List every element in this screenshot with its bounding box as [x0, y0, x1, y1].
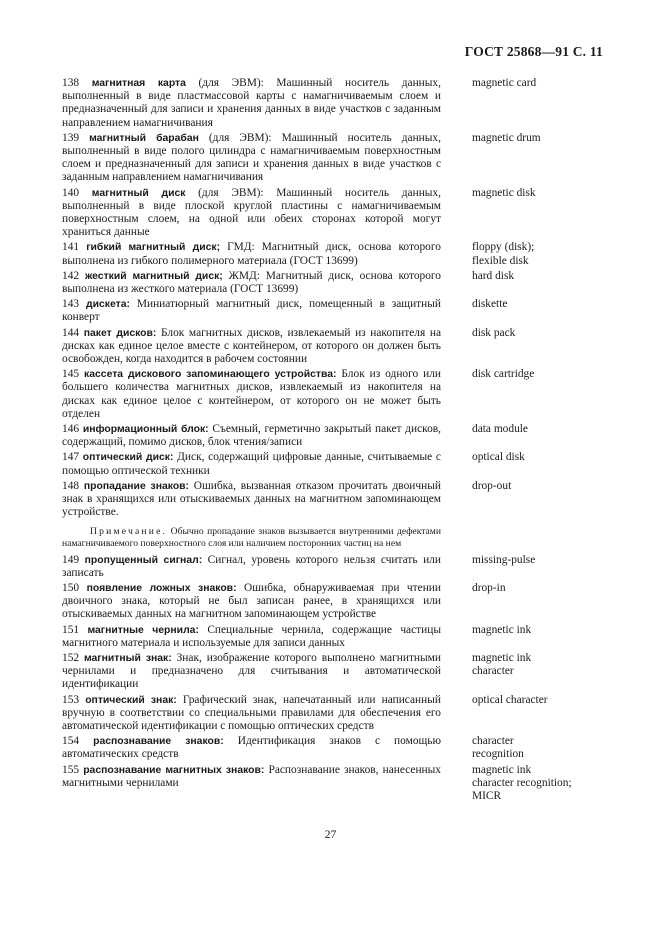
- term-name: пакет дисков:: [83, 327, 157, 339]
- term-name: магнитный диск: [91, 187, 186, 199]
- english-term-line: optical character: [472, 693, 548, 706]
- term-number: 151: [62, 623, 80, 636]
- term-english-equivalent: [472, 423, 607, 436]
- term-number: 144: [62, 326, 80, 339]
- term-english-equivalent: [472, 327, 607, 340]
- term-name: магнитный барабан: [89, 132, 199, 144]
- term-name: оптический знак:: [85, 694, 177, 706]
- term-definition-ru: [62, 624, 441, 650]
- term-entry: [62, 298, 607, 324]
- english-term-line: character: [472, 665, 514, 678]
- term-english-equivalent: [472, 77, 607, 90]
- english-term-line: disk cartridge: [472, 368, 535, 381]
- term-definition-ru: [62, 582, 441, 622]
- term-number: 142: [62, 269, 80, 282]
- term-entry: [62, 652, 607, 692]
- term-text: Диск, содержащий цифровые данные, считываемые с помощью оптической техники: [62, 451, 441, 477]
- term-definition-ru: [62, 451, 441, 477]
- term-english-equivalent: [472, 624, 607, 637]
- term-number: 138: [62, 77, 80, 89]
- term-definition-ru: [62, 423, 441, 449]
- term-english-equivalent: [472, 764, 607, 804]
- english-term-line: optical disk: [472, 451, 525, 464]
- term-text: Специальные чернила, содержащие частицы магнитного материала и используемые для записи данных: [62, 623, 441, 649]
- english-term-line: recognition: [472, 748, 524, 761]
- term-name: появление ложных знаков:: [86, 582, 237, 594]
- term-entry: [62, 77, 607, 130]
- term-english-equivalent: [472, 187, 607, 200]
- term-number: 154: [62, 735, 80, 748]
- english-term-line: data module: [472, 423, 528, 436]
- term-english-equivalent: [472, 735, 607, 761]
- term-text: Ошибка, обнаруживаемая при чтении двоичного знака, который не был записан ранее, в хранящихся или отыскиваемых данных на магнитном запоминающем устройстве: [62, 581, 441, 621]
- term-text: Миниатюрный магнитный диск, помещенный в защитный конверт: [62, 298, 441, 324]
- document-header: ГОСТ 25868—91 С. 11: [464, 44, 603, 59]
- english-term-line: magnetic ink: [472, 763, 532, 776]
- term-english-equivalent: [472, 298, 607, 311]
- term-number: 150: [62, 581, 80, 594]
- term-definition-ru: [62, 480, 441, 520]
- term-text: ГМД: Магнитный диск, основа которого выполнена из гибкого полимерного материала (ГОСТ 13699): [62, 241, 441, 267]
- term-english-equivalent: [472, 554, 607, 567]
- term-number: 148: [62, 479, 80, 492]
- term-number: 153: [62, 693, 80, 706]
- english-term-line: magnetic card: [472, 77, 537, 89]
- term-number: 140: [62, 186, 80, 199]
- term-number: 155: [62, 763, 80, 776]
- term-name: дискета:: [86, 299, 130, 311]
- english-term-line: disk pack: [472, 326, 516, 339]
- term-text: Распознавание знаков, нанесенных магнитными чернилами: [62, 763, 441, 789]
- term-number: 147: [62, 451, 80, 464]
- term-english-equivalent: [472, 582, 607, 595]
- english-term-line: character: [472, 735, 514, 748]
- term-number: 152: [62, 651, 80, 664]
- english-term-line: magnetic ink: [472, 623, 532, 636]
- term-entry: [62, 694, 607, 734]
- term-entry: [62, 451, 607, 477]
- english-term-line: magnetic ink: [472, 651, 532, 664]
- english-term-line: MICR: [472, 789, 502, 802]
- term-text: Блок из одного или большего количества магнитных дисков, извлекаемый из накопителя на дисках как единое целое с контейнером, от которого он не может быть отделен: [62, 368, 442, 420]
- term-entry: [62, 327, 607, 367]
- term-english-equivalent: [472, 270, 607, 283]
- term-english-equivalent: [472, 132, 607, 145]
- term-text: (для ЭВМ): Машинный носитель данных, выполненный в виде пластмассовой карты с намагничиваемым слоем и предназначенный для записи и хранения данных в виде участков с заданным направлением намагничивания: [62, 77, 441, 129]
- english-term-line: magnetic disk: [472, 186, 536, 199]
- term-definition-ru: [62, 187, 441, 240]
- term-entry: [62, 735, 607, 761]
- english-term-line: flexible disk: [472, 254, 529, 267]
- term-name: кассета дискового запоминающего устройства:: [84, 369, 337, 381]
- term-entry: [62, 423, 607, 449]
- term-definition-ru: [62, 241, 441, 267]
- term-entry: [62, 270, 607, 296]
- term-entry: [62, 624, 607, 650]
- term-definition-ru: [62, 694, 441, 734]
- term-definition-ru: [62, 270, 441, 296]
- term-english-equivalent: [472, 694, 607, 707]
- term-definition-ru: [62, 368, 441, 421]
- term-entry: [62, 582, 607, 622]
- term-text: (для ЭВМ): Машинный носитель данных, выполненный в виде полого цилиндра с намагничиваемым поверхностным слоем и предназначенный для записи и хранения данных в виде участков с заданным направлением намагничивания: [62, 131, 441, 184]
- term-english-equivalent: [472, 652, 607, 678]
- term-number: 146: [62, 423, 80, 436]
- term-text: Знак, изображение которого выполнено магнитными чернилами и предназначено для считывания и автоматической идентификации: [62, 651, 441, 691]
- term-definition-ru: [62, 327, 441, 367]
- term-definition-ru: [62, 77, 441, 130]
- term-number: 149: [62, 553, 80, 566]
- term-definition-ru: [62, 764, 441, 790]
- terms-list: [62, 77, 607, 805]
- term-name: распознавание знаков:: [93, 736, 224, 748]
- term-number: 139: [62, 131, 80, 144]
- term-entry: [62, 554, 607, 580]
- term-text: Сигнал, уровень которого нельзя считать или записать: [62, 553, 441, 579]
- english-term-line: diskette: [472, 298, 508, 311]
- note-label: Примечание.: [90, 525, 168, 537]
- english-term-line: hard disk: [472, 269, 515, 282]
- term-entry: [62, 241, 607, 267]
- term-number: 143: [62, 298, 80, 311]
- term-entry: [62, 368, 607, 421]
- english-term-line: drop-out: [472, 479, 512, 492]
- term-name: информационный блок:: [82, 424, 209, 436]
- term-definition-ru: [62, 652, 441, 692]
- term-text: Идентификация знаков с помощью автоматических средств: [62, 735, 441, 761]
- term-number: 141: [62, 241, 80, 254]
- term-definition-ru: [62, 554, 441, 580]
- note-text: Обычно пропадание знаков вызывается внутренними дефектами намагничиваемого поверхностного слоя или наличием посторонних частиц на нем: [62, 525, 441, 549]
- term-text: Ошибка, вызванная отказом прочитать двоичный знак в хранящихся или отыскиваемых данных на магнитном запоминающем устройстве.: [62, 479, 441, 519]
- term-name: пропущенный сигнал:: [84, 554, 203, 566]
- term-english-equivalent: [472, 241, 607, 267]
- term-name: распознавание магнитных знаков:: [83, 764, 265, 776]
- term-number: 145: [62, 368, 80, 381]
- term-entry: [62, 764, 607, 804]
- term-definition-ru: [62, 298, 441, 324]
- term-entry: [62, 480, 607, 520]
- english-term-line: magnetic drum: [472, 131, 541, 144]
- term-english-equivalent: [472, 368, 607, 381]
- term-english-equivalent: [472, 480, 607, 493]
- term-name: оптический диск:: [82, 452, 174, 464]
- term-text: ЖМД: Магнитный диск, основа которого выполнена из жесткого материала (ГОСТ 13699): [62, 269, 442, 296]
- term-name: жесткий магнитный диск;: [84, 270, 223, 282]
- term-name: магнитный знак:: [83, 652, 172, 664]
- english-term-line: character recognition;: [472, 776, 572, 789]
- term-text: Графический знак, напечатанный или написанный вручную в соответствии со специальными правилами для обеспечения его автоматической идентификации с помощью оптических средств: [62, 693, 441, 732]
- term-definition-ru: [62, 132, 441, 185]
- term-name: магнитная карта: [91, 78, 186, 89]
- term-entry: [62, 187, 607, 240]
- page-number: 27: [324, 829, 337, 841]
- term-name: гибкий магнитный диск;: [86, 242, 221, 254]
- term-english-equivalent: [472, 451, 607, 464]
- term-name: магнитные чернила:: [87, 624, 199, 636]
- term-text: Съемный, герметично закрытый пакет дисков, содержащий, помимо дисков, блок чтения/записи: [62, 423, 442, 449]
- term-text: Блок магнитных дисков, извлекаемый из накопителя на дисках как единое целое вместе с контейнером, от которого он должен быть освобожден, когда находится в рабочем состоянии: [62, 326, 441, 366]
- note: [62, 526, 441, 550]
- term-text: (для ЭВМ): Машинный носитель данных, выполненный в виде плоской круглой пластины с намагничиваемым поверхностным слоем, на одной или обеих сторонах которой могут храниться данные: [62, 186, 441, 239]
- english-term-line: drop-in: [472, 581, 506, 594]
- term-entry: [62, 132, 607, 185]
- term-definition-ru: [62, 735, 441, 761]
- english-term-line: floppy (disk);: [472, 241, 535, 254]
- term-name: пропадание знаков:: [83, 480, 190, 492]
- english-term-line: missing-pulse: [472, 553, 536, 566]
